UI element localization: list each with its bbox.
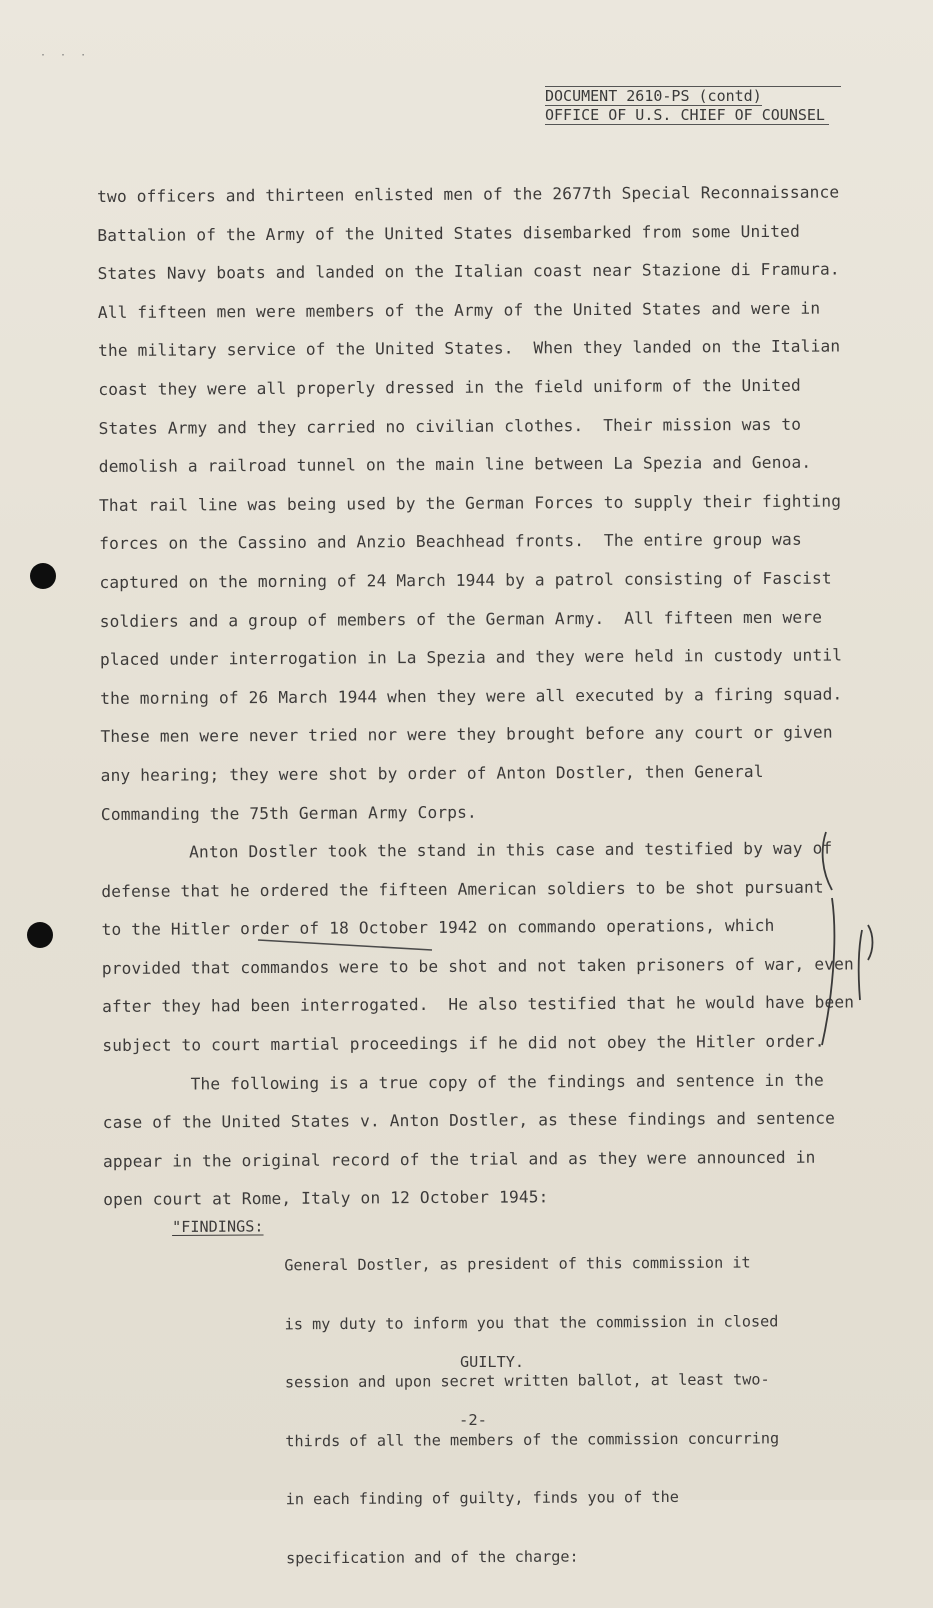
body-line: forces on the Cassino and Anzio Beachhead fronts. The entire group was	[99, 530, 802, 554]
body-line: All fifteen men were members of the Army of the United States and were in	[97, 298, 821, 322]
office-title: OFFICE OF U.S. CHIEF OF COUNSEL	[545, 106, 829, 125]
findings-line: session and upon secret written ballot, at least two-	[284, 1370, 770, 1392]
body-line: the morning of 26 March 1944 when they were all executed by a firing squad.	[100, 684, 843, 708]
findings-line: thirds of all the members of the commission concurring	[285, 1428, 780, 1450]
body-line: captured on the morning of 24 March 1944 by a patrol consisting of Fascist	[99, 568, 832, 592]
body-line: the military service of the United States. When they landed on the Italian	[97, 336, 841, 361]
body-line: These men were never tried nor were they brought before any court or given	[100, 722, 833, 747]
paragraph3-line: The following is a true copy of the findings and sentence in the	[190, 1070, 824, 1094]
paragraph2-line: provided that commandos were to be shot and not taken prisoners of war, even	[101, 954, 854, 978]
paragraph2-line: subject to court martial proceedings if he did not obey the Hitler order.	[102, 1031, 825, 1056]
body-line: two officers and thirteen enlisted men of the 2677th Special Reconnaissance	[97, 182, 840, 206]
findings-line: specification and of the charge:	[286, 1547, 579, 1567]
body-line: demolish a railroad tunnel on the main line between La Spezia and Genoa.	[98, 452, 812, 477]
document-number: DOCUMENT 2610-PS (contd)	[545, 87, 762, 105]
findings-line: in each finding of guilty, finds you of the	[285, 1487, 679, 1509]
pencil-margin-mark	[859, 925, 873, 1000]
paragraph3-line: appear in the original record of the trial and as they were announced in	[102, 1147, 816, 1171]
paragraph3-line: open court at Rome, Italy on 12 October 1945:	[103, 1187, 549, 1210]
body-line: That rail line was being used by the German Forces to supply their fighting	[98, 491, 842, 515]
document-header	[545, 86, 845, 125]
verdict: GUILTY.	[460, 1353, 525, 1371]
findings-line: General Dostler, as president of this commission it	[284, 1253, 751, 1275]
body-line: States Army and they carried no civilian clothes. Their mission was to	[98, 414, 802, 438]
body-line: Battalion of the Army of the United States disembarked from some United	[97, 221, 801, 245]
body-line: Commanding the 75th German Army Corps.	[100, 802, 477, 824]
paper-speck-marks: · · ·	[40, 50, 91, 61]
body-line: States Navy boats and landed on the Italian coast near Stazione di Framura.	[97, 259, 840, 284]
body-line: placed under interrogation in La Spezia and they were held in custody until	[99, 645, 843, 670]
page-number: -2-	[459, 1411, 487, 1429]
document-body	[97, 174, 855, 1220]
paragraph2-line: Anton Dostler took the stand in this case and testified by way of	[189, 838, 833, 862]
body-line: soldiers and a group of members of the German Army. All fifteen men were	[99, 607, 823, 631]
findings-label: "FINDINGS:	[172, 1217, 264, 1236]
punch-hole-bottom	[27, 922, 53, 948]
body-line: coast they were all properly dressed in the field uniform of the United	[98, 375, 801, 399]
paragraph2-line: after they had been interrogated. He also testified that he would have been	[102, 992, 855, 1017]
paragraph2-line: to the Hitler order of 18 October 1942 on commando operations, which	[101, 916, 775, 940]
paragraph2-line: defense that he ordered the fifteen American soldiers to be shot pursuant	[101, 877, 824, 901]
punch-hole-top	[30, 563, 56, 589]
findings-line: is my duty to inform you that the commission in closed	[284, 1311, 779, 1333]
paragraph3-line: case of the United States v. Anton Dostler, as these findings and sentence	[102, 1108, 836, 1133]
findings-text	[284, 1214, 780, 1607]
body-line: any hearing; they were shot by order of Anton Dostler, then General	[100, 761, 764, 785]
